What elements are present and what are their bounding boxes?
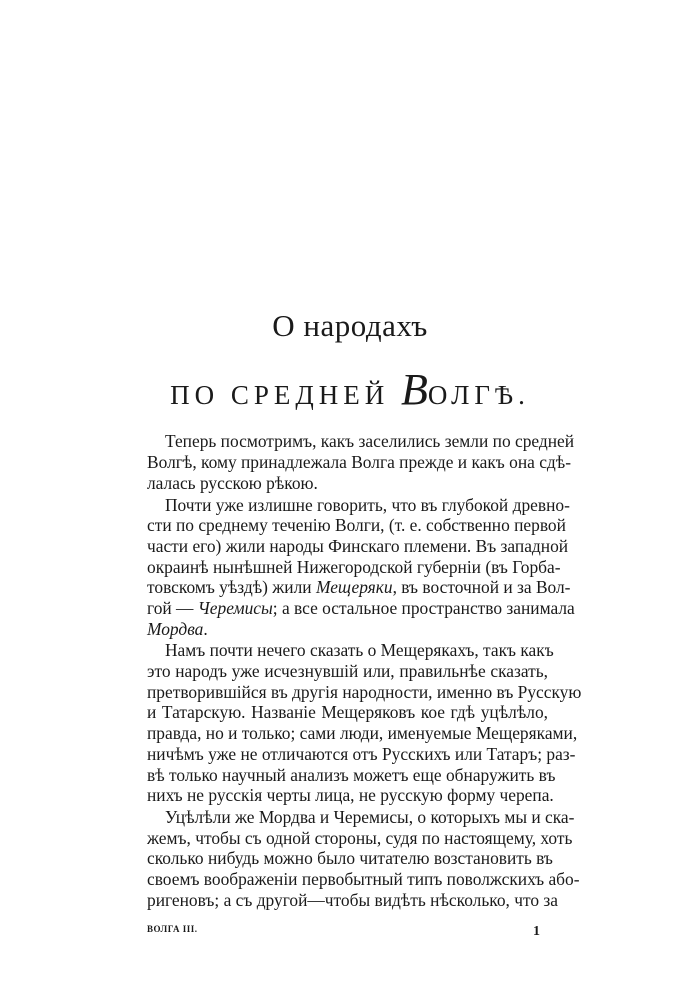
text-line: правда, но и только; сами люди, именуемые Мещеряками,: [147, 723, 578, 743]
text-segment: , въ восточной и за Вол-: [392, 577, 571, 597]
chapter-subtitle: [0, 364, 700, 415]
chapter-title: О народахъ: [272, 308, 428, 343]
text-line: сти по среднему теченiю Волги, (т. е. собственно первой: [147, 515, 566, 535]
text-line: Теперь посмотримъ, какъ заселились земли по средней: [165, 431, 575, 451]
text-line: лалась русскою рѣкою.: [147, 473, 318, 493]
text-line: сколько нибудь можно было читателю возстановить въ: [147, 848, 553, 868]
text-line: это народъ уже исчезнувшiй или, правильнѣе сказать,: [147, 661, 548, 681]
text-line: Уцѣлѣли же Мордва и Черемисы, о которыхъ мы и ска-: [165, 807, 575, 827]
italic-term: Черемисы: [197, 598, 273, 618]
text-line: жемъ, чтобы съ одной стороны, судя по настоящему, хоть: [147, 828, 573, 848]
italic-term: Мордва: [147, 619, 204, 639]
text-line: вѣ только научный анализъ можетъ еще обнаружить въ: [147, 765, 556, 785]
text-line: [147, 577, 571, 597]
text-line: своемъ воображенiи первобытный типъ поволжскихъ або-: [147, 869, 580, 889]
text-line: Волгѣ, кому принадлежала Волга прежде и какъ она сдѣ-: [147, 452, 572, 472]
italic-term: Мещеряки: [315, 577, 393, 597]
text-line: [147, 598, 575, 618]
text-line: претворившiйся въ другiя народности, именно въ Русскую: [147, 682, 582, 702]
text-line: и Татарскую. Названiе Мещеряковъ кое гдѣ уцѣлѣло,: [147, 702, 548, 722]
text-line: Намъ почти нечего сказать о Мещерякахъ, такъ какъ: [165, 640, 554, 660]
page-number: 1: [533, 924, 540, 939]
text-line: окраинѣ нынѣшней Нижегородской губернiи (въ Горба-: [147, 557, 561, 577]
subtitle-ornate-capital: В: [401, 365, 428, 414]
text-line: [147, 619, 548, 639]
text-line: нихъ не русскiя черты лица, не русскую форму черепа.: [147, 785, 554, 805]
text-segment: гой —: [147, 598, 198, 618]
text-segment: товскомъ уѣздѣ) жили: [147, 577, 316, 597]
text-line: ничѣмъ уже не отличаются отъ Русскихъ или Татаръ; раз-: [147, 744, 576, 764]
text-segment: .: [203, 619, 208, 639]
subtitle-text: ПО СРЕДНЕЙ: [170, 380, 402, 410]
subtitle-text-rest: ОЛГѢ.: [427, 380, 530, 410]
signature-mark: ВОЛГА III.: [147, 924, 198, 934]
text-line: части его) жили народы Финскаго племени. Въ западной: [147, 536, 569, 556]
text-segment: ; а все остальное пространство занимала: [272, 598, 575, 618]
text-line: ригеновъ; а съ другой—чтобы видѣть нѣсколько, что за: [147, 890, 558, 910]
text-line: Почти уже излишне говорить, что въ глубокой древно-: [165, 495, 570, 515]
